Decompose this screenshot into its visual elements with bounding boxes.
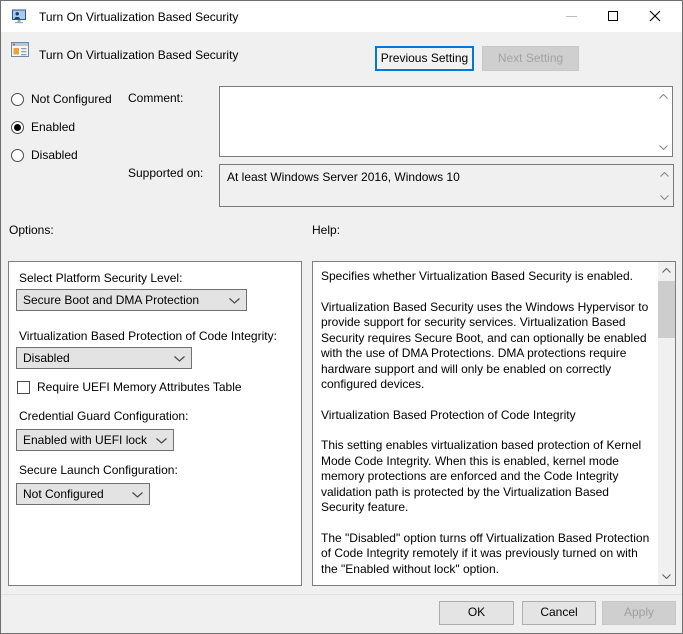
chevron-down-icon bbox=[156, 438, 167, 444]
chevron-down-icon bbox=[132, 492, 143, 498]
secure-launch-configuration-dropdown[interactable] bbox=[16, 483, 150, 505]
checkbox-unchecked-icon bbox=[17, 381, 30, 394]
platform-security-level-dropdown[interactable] bbox=[16, 289, 247, 311]
chevron-down-icon bbox=[662, 574, 671, 579]
minimize-button bbox=[550, 1, 592, 31]
code-integrity-protection-dropdown[interactable] bbox=[16, 347, 192, 369]
help-scrollbar[interactable] bbox=[658, 262, 675, 585]
cancel-button[interactable]: Cancel bbox=[522, 601, 596, 625]
platform-security-level-label: Select Platform Security Level: bbox=[19, 271, 183, 285]
radio-disabled[interactable] bbox=[11, 147, 78, 163]
maximize-button[interactable] bbox=[592, 1, 634, 31]
help-paragraph: The "Disabled" option turns off Virtualization Based Protection of Code Integrity remotely if it was previously turned on with the "Enabled without lock" option. bbox=[321, 530, 650, 576]
help-panel bbox=[312, 261, 676, 586]
radio-label: Enabled bbox=[31, 120, 76, 134]
radio-enabled[interactable] bbox=[11, 119, 75, 135]
maximize-icon bbox=[608, 11, 618, 21]
comment-input[interactable] bbox=[219, 86, 673, 157]
scroll-up-button[interactable] bbox=[658, 262, 675, 279]
dropdown-value: Disabled bbox=[23, 351, 70, 365]
checkbox-label: Require UEFI Memory Attributes Table bbox=[37, 380, 242, 394]
comment-label: Comment: bbox=[128, 91, 184, 105]
options-section-label: Options: bbox=[9, 223, 54, 237]
options-panel bbox=[8, 261, 302, 586]
scrollbar-thumb[interactable] bbox=[658, 281, 675, 338]
chevron-up-icon bbox=[659, 94, 668, 99]
code-integrity-protection-label: Virtualization Based Protection of Code Integrity: bbox=[19, 329, 277, 343]
scroll-down-button[interactable] bbox=[656, 140, 671, 154]
require-uefi-memory-attributes-checkbox[interactable] bbox=[17, 379, 242, 395]
supported-on-label: Supported on: bbox=[128, 166, 204, 180]
help-paragraph: Virtualization Based Security uses the Windows Hypervisor to provide support for security services. Virtualization Based Security requires Secure Boot, and can optionally be enabled with the use of DMA Protections. DMA protections require hardware support and will only be enabled on correctly configured devices. bbox=[321, 299, 649, 391]
policy-setting-icon bbox=[11, 42, 29, 58]
radio-label: Disabled bbox=[31, 148, 78, 162]
credential-guard-configuration-label: Credential Guard Configuration: bbox=[19, 409, 189, 423]
scroll-up-button[interactable] bbox=[656, 89, 671, 103]
radio-circle-checked-icon bbox=[11, 121, 24, 134]
apply-button: Apply bbox=[602, 601, 676, 625]
dropdown-value: Secure Boot and DMA Protection bbox=[23, 293, 200, 307]
dropdown-value: Not Configured bbox=[23, 487, 104, 501]
help-text[interactable] bbox=[313, 262, 658, 585]
chevron-up-icon bbox=[662, 268, 671, 273]
close-icon bbox=[649, 10, 661, 22]
chevron-down-icon bbox=[229, 298, 240, 304]
credential-guard-configuration-dropdown[interactable] bbox=[16, 429, 174, 451]
scroll-down-button[interactable] bbox=[657, 190, 672, 204]
supported-on-field bbox=[219, 164, 674, 207]
chevron-down-icon bbox=[660, 195, 669, 200]
previous-setting-button[interactable]: Previous Setting bbox=[375, 46, 474, 71]
setting-title: Turn On Virtualization Based Security bbox=[39, 48, 239, 62]
chevron-down-icon bbox=[659, 145, 668, 150]
title-bar[interactable] bbox=[1, 1, 682, 32]
secure-launch-configuration-label: Secure Launch Configuration: bbox=[19, 463, 178, 477]
minimize-icon bbox=[566, 16, 577, 17]
next-setting-button: Next Setting bbox=[482, 46, 579, 71]
supported-on-value: At least Windows Server 2016, Windows 10 bbox=[227, 170, 460, 184]
help-section-label: Help: bbox=[312, 223, 341, 237]
chevron-up-icon bbox=[660, 172, 669, 177]
radio-circle-icon bbox=[11, 149, 24, 162]
ok-button[interactable]: OK bbox=[439, 601, 514, 625]
radio-label: Not Configured bbox=[31, 92, 112, 106]
radio-not-configured[interactable] bbox=[11, 91, 112, 107]
footer-bar bbox=[1, 594, 682, 634]
close-button[interactable] bbox=[634, 1, 676, 31]
scroll-up-button[interactable] bbox=[657, 167, 672, 181]
policy-app-icon bbox=[11, 8, 27, 24]
dropdown-value: Enabled with UEFI lock bbox=[23, 433, 148, 447]
chevron-down-icon bbox=[174, 356, 185, 362]
window-title: Turn On Virtualization Based Security bbox=[39, 10, 239, 24]
help-paragraph: This setting enables virtualization based protection of Kernel Mode Code Integrity. When this is enabled, kernel mode memory protections are enforced and the Code Integrity validation path is protected by the Virtualization Based Security feature. bbox=[321, 438, 642, 514]
help-paragraph: Virtualization Based Protection of Code Integrity bbox=[321, 407, 576, 422]
help-paragraph: Specifies whether Virtualization Based Security is enabled. bbox=[321, 269, 633, 283]
scroll-down-button[interactable] bbox=[658, 568, 675, 585]
radio-circle-icon bbox=[11, 93, 24, 106]
